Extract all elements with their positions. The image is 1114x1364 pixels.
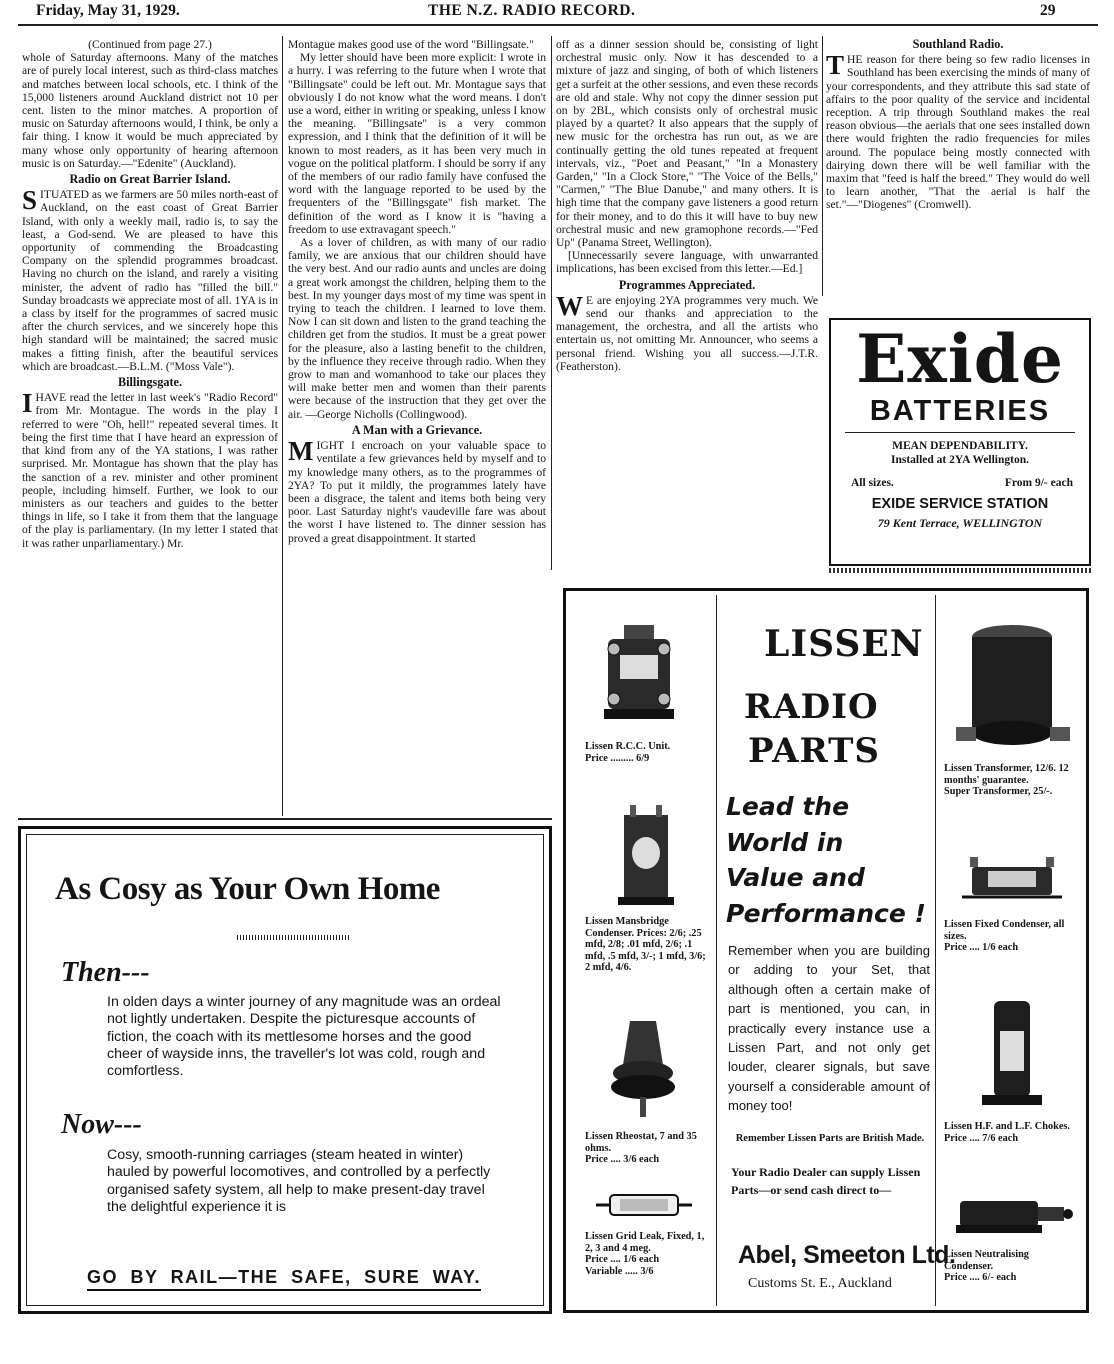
product-transformer: Lissen Transformer, 12/6. 12 months' guarantee. Super Transformer, 25/-. — [944, 763, 1069, 798]
issue-date: Friday, May 31, 1929. — [36, 2, 180, 19]
product-grid-leak: Lissen Grid Leak, Fixed, 1, 2, 3 and 4 meg. Price .... 1/6 each Variable ..... 3/6 — [585, 1231, 705, 1277]
header-rule — [18, 24, 1098, 26]
condenser-icon — [616, 801, 676, 911]
letter-explicit: My letter should have been more explicit: I wrote in a hurry. I was referring to the future when I wrote that "Billingsate" could be left out. Mr. Montague says that obviously I do not know what the word means. I don't use a word, either in writing or speaking, unless I know the meaning. "Billingsate" is a very common expression, and I think that the definition of it will be known to most readers, as it has been very much in vogue on the political platform. I should be sorry if any of the members of our radio family have confused the word with the language reported to be used by the frequenters of the "Billingsgate" fish market. The definition of the word as I know it is "having a freedom to use extravagant speech." — [288, 51, 546, 236]
lissen-divider — [716, 595, 717, 1306]
drop-cap: T — [826, 50, 845, 81]
section-rule — [18, 818, 552, 820]
column-rule — [551, 36, 552, 570]
now-text: Cosy, smooth-running carriages (steam heated in winter) hauled by powerful locomotives, and controlled by a perfectly organised safety system, all help to make present-day travel the delightful experience it is — [107, 1147, 491, 1215]
lissen-divider — [935, 595, 936, 1306]
drop-cap: M — [288, 436, 314, 467]
page-number: 29 — [1040, 2, 1056, 19]
lissen-advert — [563, 588, 1089, 1313]
exide-batteries: BATTERIES — [869, 395, 1051, 427]
rail-ad-title: As Cosy as Your Own Home — [55, 871, 440, 907]
letter-great-barrier: ITUATED as we farmers are 50 miles north-east of Auckland, on the east coast of Great Barrier Island, with only a weekly mail, radio is, to say the least, a God-send. We are pleased to have this opportunity of commending the Broadcasting Company on the splendid programmes broadcast. Having no church on the island, and rarely a visiting minister, the advent of radio has "filled the bill." Sunday broadcasts we appreciate most of all. 1YA is in a class by itself for the programmes of sacred music after the church services, and we sincerely hope this high standard will be maintained; the sacred music makes a fitting finish, after the beautiful services which are broadcast.—B.L.M. ("Moss Vale"). — [22, 188, 278, 373]
lissen-logo: LISSEN — [764, 623, 924, 665]
column-3 — [556, 38, 818, 373]
exide-advert — [829, 318, 1091, 566]
letter-southland: HE reason for there being so few radio licenses in Southland has been exercising the minds of many of your correspondents, and they attribute this sad state of affairs to the poor quality of the service and incidental reception. A trip through Southland makes the real reason obvious—the aerials that one sees installed down there would frighten the radio frequencies for miles around. The populace being mostly connected with dairying down there will be well familiar with the maxim that "feed is half the breed." They would do well to learn another, "That the aerial is half the set."—"Diogenes" (Cromwell). — [826, 53, 1090, 212]
drop-cap: I — [22, 388, 33, 419]
column-rule — [282, 36, 283, 816]
column-rule — [822, 36, 823, 296]
exide-station: EXIDE SERVICE STATION — [871, 496, 1049, 512]
drop-cap: W — [556, 290, 583, 321]
lead-slogan: Lead the World in Value and Performance ! — [726, 792, 926, 928]
heading-billingsgate: Billingsgate. — [118, 375, 182, 390]
continued-note: (Continued from page 27.) — [88, 38, 212, 51]
heading-grievance: A Man with a Grievance. — [351, 422, 483, 437]
heading-great-barrier: Radio on Great Barrier Island. — [69, 172, 231, 187]
rheostat-icon — [608, 1011, 678, 1123]
column-1 — [22, 38, 278, 550]
lissen-body-text: Remember when you are building or adding to your Set, that although often a certain make of part is mentioned, you can, in practically every instance use a Lissen Part, and not only get louder, clearer signals, but save yourself a considerable amount of money too! — [728, 943, 930, 1114]
dealer-note: Your Radio Dealer can supply Lissen Parts—or send cash direct to— — [731, 1165, 921, 1197]
letter-billingsgate: HAVE read the letter in last week's "Radio Record" from Mr. Montague. The words in the play I referred to were "Oh, hell!" repeated several times. It being the first time that I have heard an expression of that kind from any of the YA stations, I was rather surprised. Mr. Montague has shown that the play has the sanction of a rev. minister and other prominent people, including himself. Further, we look to our ministers as our teachers and guides to the better things in life, so I take it from them that the language of the play is parliamentary. (In my letter I stated that it was rather unparliamentary.) Mr. — [22, 391, 278, 550]
letter-grievance: IGHT I encroach on your valuable space to ventilate a few grievances held by myself and to my knowledge many others, as to the programmes of 2YA? To put it mildly, the programmes lately have been a disgrace, the talent and items both being very poor. Last Saturday night's vaudeville fare was about the worst I have listened to. The dinner session has proved a great disappointment. It started — [288, 439, 546, 545]
letter-edenite: whole of Saturday afternoons. Many of the matches are of purely local interest, such as third-class matches and matches between local schools, etc. I think of the 15,000 listeners around Auckland district not 10 per cent. listen to the minor matches. A proportion of music on Saturday afternoons would, I think, be only a fair thing. I know it would be much appreciated by many whose only opportunity of hearing afternoon music is on Saturday.—"Edenite" (Auckland). — [22, 51, 278, 170]
grievance-continued: off as a dinner session should be, consisting of light orchestral music only. Now it has descended to a mixture of jazz and singing, of both of which listeners get a surfeit at the other sessions, and even these records are old and stale. Why not copy the dinner session put on by 2BL, which consists only of orchestral music played by a quartet? It also appears that the supply of new music for the orchestra has run out, as we are continually getting the old tunes repeated at frequent intervals, viz., "Poet and Peasant," "In a Monastery Garden," "In a Clock Store," "The Voice of the Bells," "Carmen," "The Blue Danube," and many others. It is high time that the company gave listeners a good return for their money, and to do this it will have to buy new orchestral music and new gramophone records.—"Fed Up" (Panama Street, Wellington). — [556, 38, 818, 250]
british-made-note: Remember Lissen Parts are British Made. — [735, 1133, 925, 1144]
exide-address: 79 Kent Terrace, WELLINGTON — [877, 516, 1043, 530]
dotted-rule — [829, 568, 1091, 573]
then-text: In olden days a winter journey of any magnitude was an ordeal not lightly undertaken. Despite the picturesque accounts of fiction, the coach with its mettlesome horses and the good cheer of wayside inns, the traveller's lot was cold, rough and comfortless. — [107, 994, 501, 1080]
ornament-divider — [237, 935, 349, 940]
editor-note: [Unnecessarily severe language, with unwarranted implications, has been excised from this letter.—Ed.] — [556, 249, 818, 276]
rail-slogan: GO BY RAIL—THE SAFE, SURE WAY. — [87, 1267, 481, 1291]
exide-sizes: All sizes. — [851, 477, 894, 489]
masthead-title: THE N.Z. RADIO RECORD. — [428, 2, 636, 19]
product-rcc-unit: Lissen R.C.C. Unit. Price ......... 6/9 — [585, 741, 671, 764]
exide-installed: Installed at 2YA Wellington. — [890, 454, 1030, 466]
product-fixed-condenser: Lissen Fixed Condenser, all sizes. Price .... 1/6 each — [944, 919, 1065, 954]
product-mansbridge: Lissen Mansbridge Condenser. Prices: 2/6; .25 mfd, 2/8; .01 mfd, 2/6; .1 mfd, .5 mfd, 3/-; 1 mfd, 3/6; 2 mfd, 4/6. — [585, 916, 706, 974]
fixed-condenser-icon — [962, 853, 1062, 909]
parts-heading: PARTS — [748, 731, 880, 771]
exide-price: From 9/- each — [1004, 477, 1073, 489]
choke-icon — [980, 991, 1044, 1119]
product-neutralising: Lissen Neutralising Condenser. Price .... 6/- each — [944, 1249, 1029, 1284]
now-label: Now--- — [61, 1109, 142, 1140]
product-chokes: Lissen H.F. and L.F. Chokes. Price .... 7/6 each — [944, 1121, 1070, 1144]
column-4 — [826, 38, 1090, 212]
heading-southland: Southland Radio. — [912, 37, 1004, 51]
grid-leak-icon — [596, 1187, 692, 1223]
radio-heading: RADIO — [744, 687, 879, 727]
product-rheostat: Lissen Rheostat, 7 and 35 ohms. Price .... 3/6 each — [585, 1131, 697, 1166]
letter-children: As a lover of children, as with many of our radio family, we are anxious that our children should have the very best. And our radio aunts and uncles are doing a great work amongst the children, helping them to the best. In my younger days most of my time was spent in trying to teach the children. I learned to love them. Now I can sit down and listen to the grand teaching the children get from the studios. It must be a great power for the pleasure, also a lasting benefit to the children, by the influence they receive through radio. When they grow to man and womanhood to take our places they will make better men and women than their parents were because of the instruction that they get over the air. —George Nicholls (Collingwood). — [288, 236, 546, 421]
billingsgate-continued: Montague makes good use of the word "Billingsate." — [288, 38, 534, 51]
drop-cap: S — [22, 185, 38, 216]
column-2 — [288, 38, 546, 545]
exide-dependability: MEAN DEPENDABILITY. — [892, 440, 1028, 452]
rail-advert — [18, 826, 552, 1314]
exide-logo: Exide — [856, 320, 1064, 398]
company-address: Customs St. E., Auckland — [748, 1276, 892, 1291]
transformer-icon — [954, 615, 1072, 765]
rcc-unit-icon — [594, 619, 686, 739]
company-name: Abel, Smeeton Ltd. — [738, 1241, 956, 1269]
then-label: Then--- — [61, 957, 150, 988]
neutralising-condenser-icon — [950, 1181, 1074, 1241]
heading-programmes-appreciated: Programmes Appreciated. — [618, 277, 756, 292]
letter-appreciated: E are enjoying 2YA programmes very much. We send our thanks and appreciation to the management, the orchestra, and all the artists who entertain us, not omitting Mr. Announcer, who seems a personal friend. Wishing you all success.—J.T.R. (Featherston). — [556, 293, 818, 373]
